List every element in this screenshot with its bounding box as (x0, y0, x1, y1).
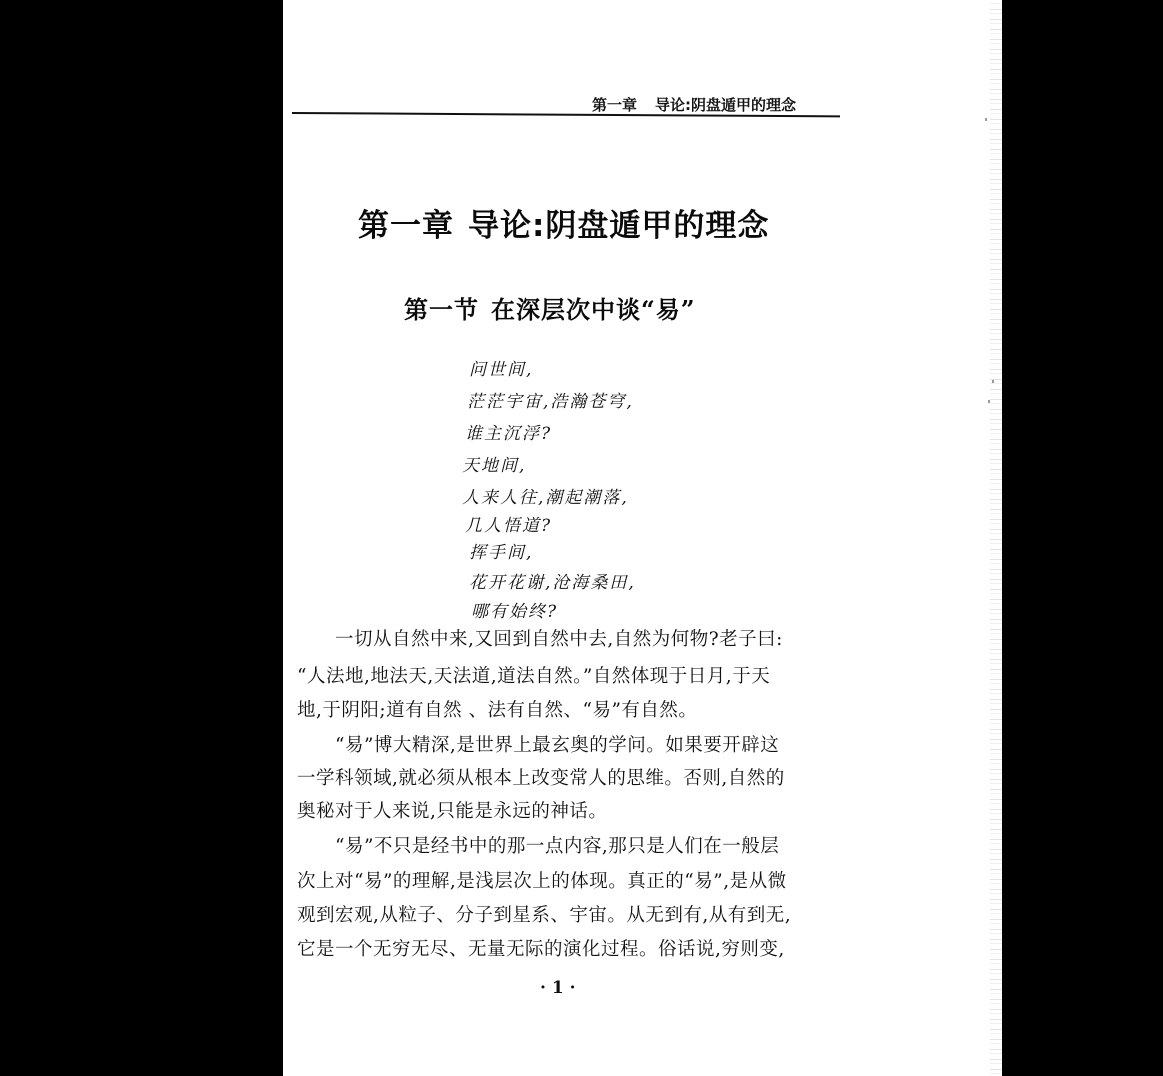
running-header (592, 94, 796, 115)
poem-line: 几人悟道? (465, 516, 553, 536)
scan-speck (985, 118, 987, 121)
poem-line: 天地间, (462, 456, 527, 476)
page-number: · 1 · (540, 978, 576, 998)
body-line: “人法地,地法天,天法道,道法自然。”自然体现于日月,于天 (297, 666, 771, 687)
poem-line: 茫茫宇宙,浩瀚苍穹, (467, 392, 634, 412)
body-line: 一学科领域,就必须从根本上改变常人的思维。否则,自然的 (297, 768, 785, 789)
chapter-title (358, 200, 769, 245)
poem-line: 哪有始终? (471, 602, 559, 622)
body-line: 地,于阴阳;道有自然 、法有自然、“易”有自然。 (297, 700, 698, 721)
body-line: 观到宏观,从粒子、分子到星系、宇宙。从无到有,从有到无, (297, 905, 792, 926)
body-line: 奥秘对于人来说,只能是永远的神话。 (297, 801, 608, 822)
poem-line: 问世间, (469, 360, 534, 380)
poem-line: 花开花谢,沧海桑田, (469, 573, 636, 593)
page-edge-shadow (990, 0, 1002, 1076)
running-header-chapter: 第一章 (592, 96, 638, 114)
body-line: “易”博大精深,是世界上最玄奥的学问。如果要开辟这 (297, 735, 780, 756)
body-line: 一切从自然中来,又回到自然中去,自然为何物?老子曰: (297, 629, 783, 650)
scan-speck (988, 400, 990, 403)
running-header-topic: 导论:阴盘遁甲的理念 (655, 96, 797, 114)
body-line: “易”不只是经书中的那一点内容,那只是人们在一般层 (297, 836, 780, 857)
chapter-name: 导论:阴盘遁甲的理念 (468, 208, 770, 244)
section-number: 第一节 (404, 295, 479, 324)
body-line: 次上对“易”的理解,是浅层次上的体现。真正的“易”,是从微 (297, 871, 787, 892)
poem-line: 谁主沉浮? (465, 424, 553, 444)
poem-line: 人来人往,潮起潮落, (462, 488, 629, 508)
section-name: 在深层次中谈“易” (491, 295, 696, 324)
chapter-number: 第一章 (358, 208, 454, 244)
scan-speck (992, 380, 994, 383)
section-title (404, 290, 696, 325)
poem-line: 挥手间, (469, 543, 534, 563)
body-line: 它是一个无穷无尽、无量无际的演化过程。俗话说,穷则变, (297, 939, 785, 960)
